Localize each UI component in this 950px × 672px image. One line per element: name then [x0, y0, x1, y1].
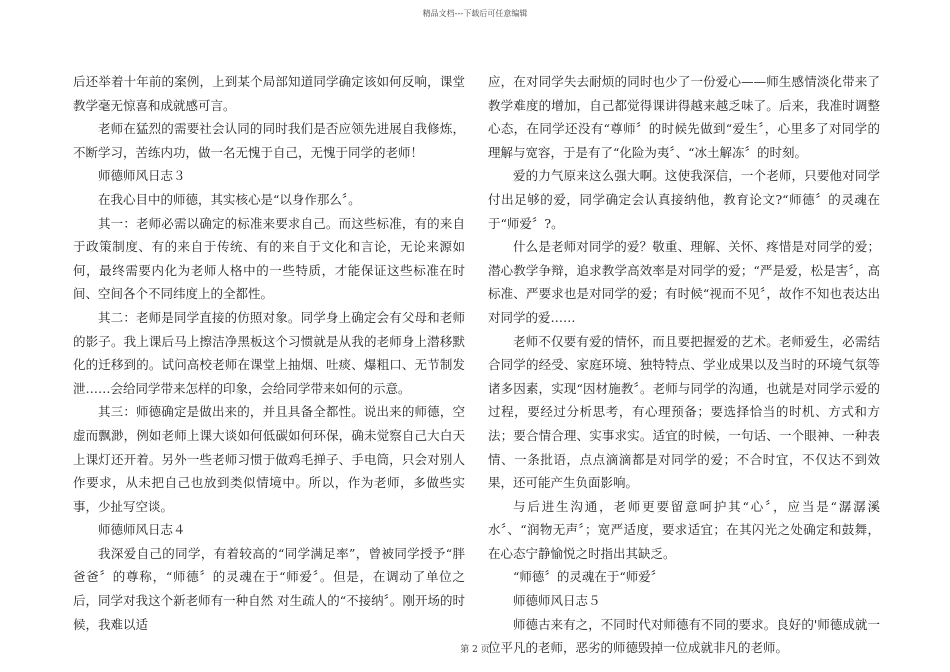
- paragraph: 其二：老师是同学直接的仿照对象。同学身上确定会有父母和老师的影子。我上课后马上擦洁净黑板这个习惯就是从我的老师身上潜移默化的迁移到的。试问高校老师在课堂上抽烟、吐痰、爆粗口、无节制发泄……会给同学带来怎样的印象，会给同学带来如何的示意。: [73, 309, 465, 396]
- paragraph: 在我心目中的师德，其实核心是“以身作那么〞。: [98, 191, 361, 207]
- paragraph: 师德师风日志３: [98, 168, 186, 184]
- paragraph: “师德〞的灵魂在于“师爱〞: [513, 569, 664, 585]
- page-number: 第 2 页: [460, 645, 490, 655]
- paragraph: 后还举着十年前的案例，上到某个局部知道同学确定该如何反响，课堂教学毫无惊喜和成就感可言。: [73, 74, 465, 113]
- paragraph: 老师在猛烈的需要社会认同的同时我们是否应领先进展自我修炼，不断学习，苦练内功，做一名无愧于自己，无愧于同学的老师！: [73, 121, 465, 160]
- left-column: [73, 70, 465, 636]
- right-column: [488, 70, 880, 660]
- paragraph: 师德师风日志４: [98, 522, 186, 538]
- paragraph: 与后进生沟通，老师更要留意呵护其“心〞，应当是“潺潺溪水〞、“润物无声〞；宽严适度，要求适宜；在其闪光之处确定和鼓舞，在心态宁静愉悦之时指出其缺乏。: [488, 498, 880, 561]
- paragraph: 老师不仅要有爱的情怀，而且要把握爱的艺术。老师爱生，必需结合同学的经受、家庭环境、独特特点、学业成果以及当时的环境气氛等诸多因素，实现“因材施教〞。老师与同学的沟通，也就是对同学示爱的过程，要经过分析思考，有心理预备；要选择恰当的时机、方式和方法；要合情合理、实事求实。适宜的时候，一句话、一个眼神、一种表情、一条批语，点点滴滴都是对同学的爱；不合时宜，不仅达不到效果，还可能产生负面影响。: [488, 333, 880, 491]
- paragraph: 其一：老师必需以确定的标准来要求自己。而这些标准，有的来自于政策制度、有的来自于传统、有的来自于文化和言论，无论来源如何，最终需要内化为老师人格中的一些特质，才能保证这些标准在时间、空间各个不同纬度上的全都性。: [73, 215, 465, 302]
- page-header: 精品文档---下载后可任意编辑: [422, 9, 528, 18]
- paragraph: 我深爱自己的同学，有着较高的“同学满足率”，曾被同学授予“胖爸爸〞的尊称，“师德〞的灵魂在于“师爱〞。但是，在调动了单位之后，同学对我这个新老师有一种自然 对生疏人的“不接纳〞。刚开场的时候，我难以适: [73, 545, 465, 632]
- paragraph: 爱的力气原来这么强大啊。这使我深信，一个老师，只要他对同学付出足够的爱，同学确定会认真接纳他，教育论文?“师德〞的灵魂在于“师爱〞?。: [488, 168, 880, 231]
- paragraph: 师德师风日志５: [513, 593, 601, 609]
- paragraph: 其三：师德确定是做出来的，并且具备全都性。说出来的师德，空虚而飘渺，例如老师上课大谈如何低碳如何环保，确未觉察自己大白天上课灯还开着。另外一些老师习惯于做鸡毛掸子、手电筒，只会对别人作要求，从未把自己也放到类似情境中。所以，作为老师，多做些实事，少扯写空谈。: [73, 404, 465, 514]
- paragraph: 应，在对同学失去耐烦的同时也少了一份爱心——师生感情淡化带来了教学难度的增加，自己都觉得课讲得越来越乏味了。后来，我准时调整心态，在同学还没有“尊师〞的时候先做到“爱生〞，心里多了对同学的理解与宽容，于是有了“化险为夷〞、“冰土解冻〞的时刻。: [488, 74, 880, 160]
- paragraph: 什么是老师对同学的爱？敬重、理解、关怀、疼惜是对同学的爱；潜心教学争辩，追求教学高效率是对同学的爱；“严是爱，松是害〞，高标准、严要求也是对同学的爱；有时候“视而不见〞，故作不知也表达出对同学的爱……: [488, 239, 880, 325]
- paragraph: 师德古来有之，不同时代对师德有不同的要求。良好的'师德成就一位平凡的老师，恶劣的师德毁掉一位成就非凡的老师。: [488, 616, 880, 656]
